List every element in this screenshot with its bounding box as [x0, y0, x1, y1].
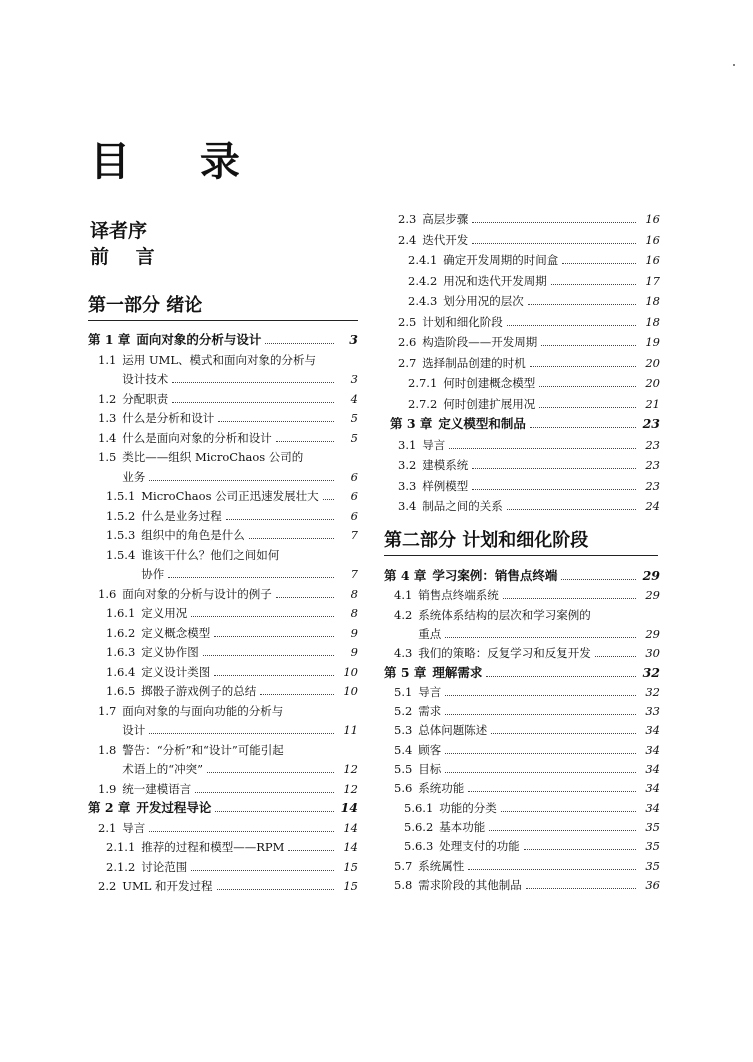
- toc-entry-number: 2.1.2: [106, 859, 136, 874]
- toc-entry-number: 2.4: [398, 232, 417, 247]
- part-title-2: 第二部分 计划和细化阶段: [384, 530, 589, 551]
- toc-entry-number: 1.6.4: [106, 664, 136, 679]
- toc-page-number: 19: [645, 335, 660, 349]
- toc-entry-label: 什么是面向对象的分析和设计: [122, 430, 272, 445]
- toc-entry: [394, 742, 660, 758]
- toc-entry: [106, 527, 358, 543]
- toc-page-number: 32: [642, 664, 660, 680]
- toc-entry-number: 2.1: [98, 820, 117, 835]
- toc-dot-leader: [276, 597, 334, 598]
- toc-entry-number: 3.3: [398, 478, 417, 493]
- toc-dot-leader: [501, 811, 636, 812]
- toc-entry-label: 理解需求: [432, 664, 483, 680]
- toc-dot-leader: [265, 343, 334, 344]
- toc-dot-leader: [539, 386, 636, 387]
- toc-page-number: 34: [645, 781, 660, 796]
- toc-dot-leader: [214, 675, 334, 676]
- toc-entry-label: 确定开发周期的时间盒: [443, 253, 559, 267]
- toc-entry-number: 1.5.3: [106, 528, 136, 542]
- toc-dot-leader: [541, 345, 636, 346]
- toc-entry-label: 功能的分类: [439, 800, 497, 815]
- toc-entry-number: 4.2: [394, 607, 413, 622]
- toc-entry: [98, 781, 358, 797]
- toc-dot-leader: [595, 656, 636, 657]
- toc-entry-number: 1.6.2: [106, 625, 136, 640]
- toc-entry: [398, 478, 660, 494]
- toc-entry: [394, 722, 660, 738]
- toc-entry-number: 1.1: [98, 352, 117, 367]
- toc-page-number: 33: [645, 704, 660, 719]
- toc-entry: [404, 800, 660, 816]
- toc-page-number: 35: [645, 819, 660, 834]
- toc-page-number: 16: [645, 212, 660, 226]
- toc-entry-number: 5.8: [394, 877, 413, 892]
- toc-page-number: 14: [340, 800, 358, 815]
- toc-dot-leader: [472, 222, 636, 223]
- toc-dot-leader: [468, 869, 636, 870]
- toc-entry-number: 1.5: [98, 450, 117, 464]
- toc-page-number: 35: [645, 858, 660, 873]
- toc-entry-label: 推荐的过程和模型——RPM: [141, 840, 285, 854]
- toc-entry-label: 何时创建扩展用况: [443, 396, 536, 411]
- toc-entry-number: 1.5.4: [106, 547, 136, 562]
- toc-entry: [106, 644, 358, 660]
- toc-page-number: 7: [350, 567, 358, 581]
- toc-entry-number: 2.4.3: [408, 294, 438, 308]
- toc-entry-number: 5.6.3: [404, 839, 434, 854]
- toc-dot-leader: [149, 733, 334, 734]
- toc-entry-label: 什么是业务过程: [141, 508, 222, 523]
- toc-entry-label: 类比——组织 MicroChaos 公司的: [122, 450, 304, 464]
- toc-entry-number: 1.5.1: [106, 489, 136, 503]
- toc-entry: [98, 449, 358, 465]
- toc-entry-label: 需求: [418, 704, 442, 719]
- toc-entry: [398, 314, 660, 330]
- toc-entry-label: 掷骰子游戏例子的总结: [141, 684, 257, 698]
- toc-page-number: 18: [645, 314, 660, 329]
- toc-entry-number: 1.6.3: [106, 645, 136, 659]
- toc-entry: [98, 352, 358, 368]
- toc-entry-label: 面向对象的分析与设计的例子: [122, 586, 272, 601]
- toc-entry: [384, 665, 660, 681]
- toc-entry: [88, 800, 358, 816]
- toc-dot-leader: [445, 695, 636, 696]
- toc-page-number: 15: [343, 859, 358, 874]
- toc-dot-leader: [149, 480, 334, 481]
- toc-entry-label: 导言: [418, 684, 442, 699]
- toc-dot-leader: [191, 616, 334, 617]
- toc-entry-label-continued: 重点: [418, 626, 442, 641]
- toc-entry-label: 迭代开发: [422, 232, 469, 247]
- toc-entry: [106, 664, 358, 680]
- toc-page-number: 34: [645, 723, 660, 738]
- toc-page-number: 32: [645, 684, 660, 699]
- toc-entry-label: 组织中的角色是什么: [141, 528, 245, 542]
- toc-entry: [398, 498, 660, 514]
- toc-page-number: 3: [350, 372, 358, 386]
- toc-page-number: 34: [645, 800, 660, 815]
- toc-page-number: 23: [645, 458, 660, 472]
- toc-page-number: 7: [350, 528, 358, 542]
- toc-entry-label: 谁该干什么？他们之间如何: [141, 547, 280, 562]
- toc-dot-leader: [530, 427, 636, 428]
- toc-entry: [98, 703, 358, 719]
- toc-entry: [394, 858, 660, 874]
- toc-page-number: 30: [645, 646, 660, 661]
- toc-entry: [394, 703, 660, 719]
- toc-entry: [88, 332, 358, 348]
- toc-entry-number: 2.4.2: [408, 273, 438, 288]
- toc-entry-number: 2.6: [398, 335, 417, 349]
- toc-entry-number: 第 1 章: [88, 332, 131, 347]
- toc-entry-number: 2.5: [398, 314, 417, 329]
- toc-entry: [394, 645, 660, 661]
- toc-dot-leader: [172, 382, 334, 383]
- part-2-rule: [384, 555, 658, 556]
- part-title-1: 第一部分 绪论: [88, 295, 203, 316]
- toc-page-number: 11: [343, 723, 358, 737]
- toc-entry: [390, 416, 660, 432]
- toc-dot-leader: [491, 733, 636, 734]
- toc-entry-number: 1.5.2: [106, 508, 136, 523]
- toc-entry-number: 第 4 章: [384, 568, 427, 583]
- toc-entry-number: 1.8: [98, 742, 117, 757]
- toc-dot-leader: [191, 870, 334, 871]
- toc-entry-number: 2.3: [398, 212, 417, 226]
- toc-dot-leader: [524, 849, 636, 850]
- toc-entry-number: 5.6.2: [404, 819, 434, 834]
- toc-entry-label: MicroChaos 公司正迅速发展壮大: [141, 489, 319, 503]
- toc-dot-leader: [323, 499, 334, 500]
- page-title: 目 录: [90, 139, 268, 185]
- toc-dot-leader: [218, 421, 334, 422]
- toc-dot-leader: [149, 831, 334, 832]
- toc-dot-leader: [526, 888, 636, 889]
- toc-entry-label: 制品之间的关系: [422, 499, 503, 513]
- toc-entry: [394, 780, 660, 796]
- toc-dot-leader: [168, 577, 334, 578]
- toc-dot-leader: [472, 489, 636, 490]
- toc-page-number: 8: [350, 586, 358, 601]
- toc-entry-number: 2.7: [398, 355, 417, 370]
- toc-page-number: 14: [343, 820, 358, 835]
- toc-entry-label: 选择制品创建的时机: [422, 355, 526, 370]
- toc-entry-label: 警告：“分析”和“设计”可能引起: [122, 742, 284, 757]
- toc-dot-leader: [528, 304, 636, 305]
- toc-entry: [98, 742, 358, 758]
- toc-entry: [404, 838, 660, 854]
- toc-dot-leader: [217, 889, 334, 890]
- toc-entry-number: 第 3 章: [390, 416, 433, 431]
- toc-dot-leader: [530, 366, 636, 367]
- toc-entry: [106, 488, 358, 504]
- toc-entry-label: 样例模型: [422, 478, 469, 493]
- toc-page-number: 16: [645, 253, 660, 267]
- toc-entry: [394, 761, 660, 777]
- toc-page-number: 14: [343, 840, 358, 854]
- toc-dot-leader: [561, 579, 636, 580]
- toc-page-number: 9: [350, 645, 358, 659]
- toc-entry-continuation: [122, 722, 358, 738]
- toc-page-number: 8: [350, 606, 358, 620]
- toc-entry-label-continued: 协作: [141, 567, 165, 581]
- toc-dot-leader: [507, 325, 636, 326]
- toc-entry: [98, 878, 358, 894]
- toc-page-number: 5: [350, 411, 358, 425]
- toc-page-number: 35: [645, 839, 660, 854]
- toc-entry-number: 2.7.2: [408, 396, 438, 411]
- toc-entry-label: 系统功能: [418, 781, 465, 796]
- toc-dot-leader: [445, 714, 636, 715]
- toc-entry-label: 开发过程导论: [136, 800, 212, 815]
- toc-dot-leader: [468, 791, 636, 792]
- toc-dot-leader: [486, 676, 636, 677]
- toc-entry-label: 讨论范围: [141, 859, 188, 874]
- toc-page-number: 18: [645, 294, 660, 308]
- toc-entry: [106, 625, 358, 641]
- toc-entry-label: 总体问题陈述: [418, 723, 488, 738]
- toc-dot-leader: [489, 830, 636, 831]
- toc-entry-label: 定义模型和制品: [438, 416, 526, 431]
- toc-entry: [384, 568, 660, 584]
- toc-entry-number: 第 2 章: [88, 800, 131, 815]
- toc-dot-leader: [445, 637, 636, 638]
- toc-page-number: 20: [645, 376, 660, 390]
- toc-entry: [394, 684, 660, 700]
- toc-entry: [408, 396, 660, 412]
- toc-page-number: 15: [343, 879, 358, 893]
- toc-entry: [398, 457, 660, 473]
- toc-page-number: 29: [642, 568, 660, 583]
- toc-page-number: 29: [645, 626, 660, 641]
- toc-dot-leader: [214, 636, 334, 637]
- toc-page-number: 6: [350, 469, 358, 484]
- toc-page-number: 23: [645, 437, 660, 452]
- toc-entry-label: 定义用况: [141, 606, 188, 620]
- toc-entry-number: 1.6.1: [106, 606, 136, 620]
- toc-entry: [394, 607, 660, 623]
- toc-dot-leader: [215, 811, 334, 812]
- toc-entry-continuation: [141, 566, 358, 582]
- toc-entry: [408, 252, 660, 268]
- toc-entry-label: 顾客: [418, 742, 442, 757]
- toc-entry: [408, 375, 660, 391]
- toc-entry: [98, 586, 358, 602]
- toc-entry: [106, 859, 358, 875]
- toc-entry-number: 2.7.1: [408, 376, 438, 390]
- toc-entry-number: 1.6.5: [106, 684, 136, 698]
- toc-entry-label: 处理支付的功能: [439, 839, 520, 854]
- toc-entry-number: 5.5: [394, 762, 413, 776]
- toc-entry-continuation: [418, 626, 660, 642]
- front-matter-translator-preface: 译者序: [90, 220, 148, 242]
- toc-entry: [394, 587, 660, 603]
- toc-entry-label: 定义协作图: [141, 645, 199, 659]
- toc-entry-label: 导言: [422, 437, 446, 452]
- toc-page-number: 17: [645, 273, 660, 288]
- toc-entry: [398, 437, 660, 453]
- toc-entry-label: 何时创建概念模型: [443, 376, 536, 390]
- toc-page-number: 23: [642, 416, 660, 431]
- toc-dot-leader: [507, 509, 636, 510]
- toc-page-number: 3: [349, 332, 358, 347]
- toc-page-number: 12: [343, 781, 358, 796]
- toc-entry-label: 分配职责: [122, 391, 169, 406]
- toc-dot-leader: [562, 263, 636, 264]
- toc-entry-number: 1.4: [98, 430, 117, 445]
- toc-entry-continuation: [122, 371, 358, 387]
- toc-dot-leader: [472, 243, 636, 244]
- toc-entry-label: 面向对象的与面向功能的分析与: [122, 703, 284, 718]
- toc-dot-leader: [445, 753, 636, 754]
- toc-entry: [106, 839, 358, 855]
- toc-entry: [398, 334, 660, 350]
- toc-page-number: 34: [645, 762, 660, 776]
- toc-entry-label: 系统体系结构的层次和学习案例的: [418, 607, 591, 622]
- toc-dot-leader: [172, 402, 334, 403]
- toc-entry-label: 高层步骤: [422, 212, 469, 226]
- toc-page-number: 21: [645, 396, 660, 411]
- toc-entry-number: 第 5 章: [384, 664, 427, 680]
- toc-dot-leader: [445, 772, 636, 773]
- toc-page-number: 5: [350, 430, 358, 445]
- toc-entry: [404, 819, 660, 835]
- toc-entry: [106, 508, 358, 524]
- toc-entry-number: 4.3: [394, 646, 413, 661]
- toc-dot-leader: [449, 448, 636, 449]
- toc-entry-label-continued: 设计: [122, 723, 146, 737]
- toc-entry-number: 1.6: [98, 586, 117, 601]
- toc-entry-label: 面向对象的分析与设计: [136, 332, 262, 347]
- toc-dot-leader: [551, 284, 636, 285]
- toc-entry: [408, 293, 660, 309]
- toc-entry-label: 统一建模语言: [122, 781, 192, 796]
- toc-dot-leader: [503, 598, 636, 599]
- scan-speck: [733, 64, 735, 66]
- toc-entry-continuation: [122, 469, 358, 485]
- toc-entry-number: 1.2: [98, 391, 117, 406]
- toc-dot-leader: [288, 850, 334, 851]
- toc-entry-number: 3.1: [398, 437, 417, 452]
- toc-dot-leader: [539, 407, 636, 408]
- toc-entry-label-continued: 业务: [122, 469, 146, 484]
- toc-entry: [106, 683, 358, 699]
- toc-entry-label: 我们的策略：反复学习和反复开发: [418, 646, 591, 661]
- toc-entry-number: 4.1: [394, 588, 413, 603]
- toc-page-number: 10: [343, 664, 358, 679]
- toc-entry-number: 3.4: [398, 499, 417, 513]
- toc-entry-continuation: [122, 761, 358, 777]
- toc-page-number: 24: [645, 499, 660, 513]
- toc-entry-label: 定义概念模型: [141, 625, 211, 640]
- toc-page-number: 4: [350, 391, 358, 406]
- toc-entry-label: 导言: [122, 820, 146, 835]
- toc-entry: [398, 232, 660, 248]
- toc-entry-number: 5.1: [394, 684, 413, 699]
- toc-page-number: 10: [343, 684, 358, 698]
- toc-entry: [98, 410, 358, 426]
- toc-entry-label: 销售点终端系统: [418, 588, 499, 603]
- toc-entry-number: 5.3: [394, 723, 413, 738]
- toc-entry-number: 5.2: [394, 704, 413, 719]
- toc-entry-label: UML 和开发过程: [122, 879, 213, 893]
- toc-entry-label: 定义设计类图: [141, 664, 211, 679]
- toc-entry-label: 基本功能: [439, 819, 486, 834]
- toc-entry: [394, 877, 660, 893]
- toc-entry-label: 划分用况的层次: [443, 294, 524, 308]
- toc-dot-leader: [276, 441, 334, 442]
- toc-entry-number: 5.6: [394, 781, 413, 796]
- toc-dot-leader: [472, 468, 636, 469]
- toc-entry-number: 2.2: [98, 879, 117, 893]
- toc-entry-number: 5.4: [394, 742, 413, 757]
- toc-entry: [98, 430, 358, 446]
- part-1-rule: [88, 320, 358, 321]
- toc-dot-leader: [195, 792, 334, 793]
- toc-entry-number: 1.3: [98, 411, 117, 425]
- toc-entry-label: 系统属性: [418, 858, 465, 873]
- toc-entry-label: 需求阶段的其他制品: [418, 877, 522, 892]
- toc-dot-leader: [260, 694, 334, 695]
- toc-page-number: 6: [350, 489, 358, 503]
- toc-entry-label: 用况和迭代开发周期: [443, 273, 547, 288]
- toc-entry-number: 1.9: [98, 781, 117, 796]
- toc-entry: [398, 211, 660, 227]
- toc-page-number: 23: [645, 478, 660, 493]
- toc-entry-number: 5.6.1: [404, 800, 434, 815]
- toc-entry: [98, 820, 358, 836]
- toc-entry-label-continued: 设计技术: [122, 372, 169, 386]
- toc-page-number: 16: [645, 232, 660, 247]
- toc-entry-number: 1.7: [98, 703, 117, 718]
- toc-page-number: 36: [645, 877, 660, 892]
- toc-entry-label: 目标: [418, 762, 442, 776]
- toc-entry-label: 什么是分析和设计: [122, 411, 215, 425]
- toc-dot-leader: [226, 519, 334, 520]
- toc-page-number: 12: [343, 762, 358, 776]
- toc-page-number: 6: [350, 508, 358, 523]
- toc-entry-label: 运用 UML、模式和面向对象的分析与: [122, 352, 317, 367]
- toc-page-number: 20: [645, 355, 660, 370]
- toc-entry-number: 2.1.1: [106, 840, 136, 854]
- toc-entry-number: 5.7: [394, 858, 413, 873]
- toc-dot-leader: [207, 772, 334, 773]
- toc-entry-number: 3.2: [398, 458, 417, 472]
- toc-dot-leader: [203, 655, 334, 656]
- toc-entry: [398, 355, 660, 371]
- front-matter-preface: 前 言: [90, 246, 165, 268]
- toc-entry-label: 构造阶段——开发周期: [422, 335, 538, 349]
- toc-dot-leader: [249, 538, 334, 539]
- toc-entry-number: 2.4.1: [408, 253, 438, 267]
- toc-entry: [98, 391, 358, 407]
- toc-entry-label: 学习案例：销售点终端: [432, 568, 558, 583]
- toc-page-number: 29: [645, 588, 660, 603]
- toc-page-number: 34: [645, 742, 660, 757]
- toc-page-number: 9: [350, 625, 358, 640]
- toc-entry: [408, 273, 660, 289]
- toc-entry-label: 建模系统: [422, 458, 469, 472]
- toc-entry-label: 计划和细化阶段: [422, 314, 503, 329]
- toc-entry: [106, 547, 358, 563]
- toc-entry: [106, 605, 358, 621]
- toc-entry-label-continued: 术语上的“冲突”: [122, 762, 204, 776]
